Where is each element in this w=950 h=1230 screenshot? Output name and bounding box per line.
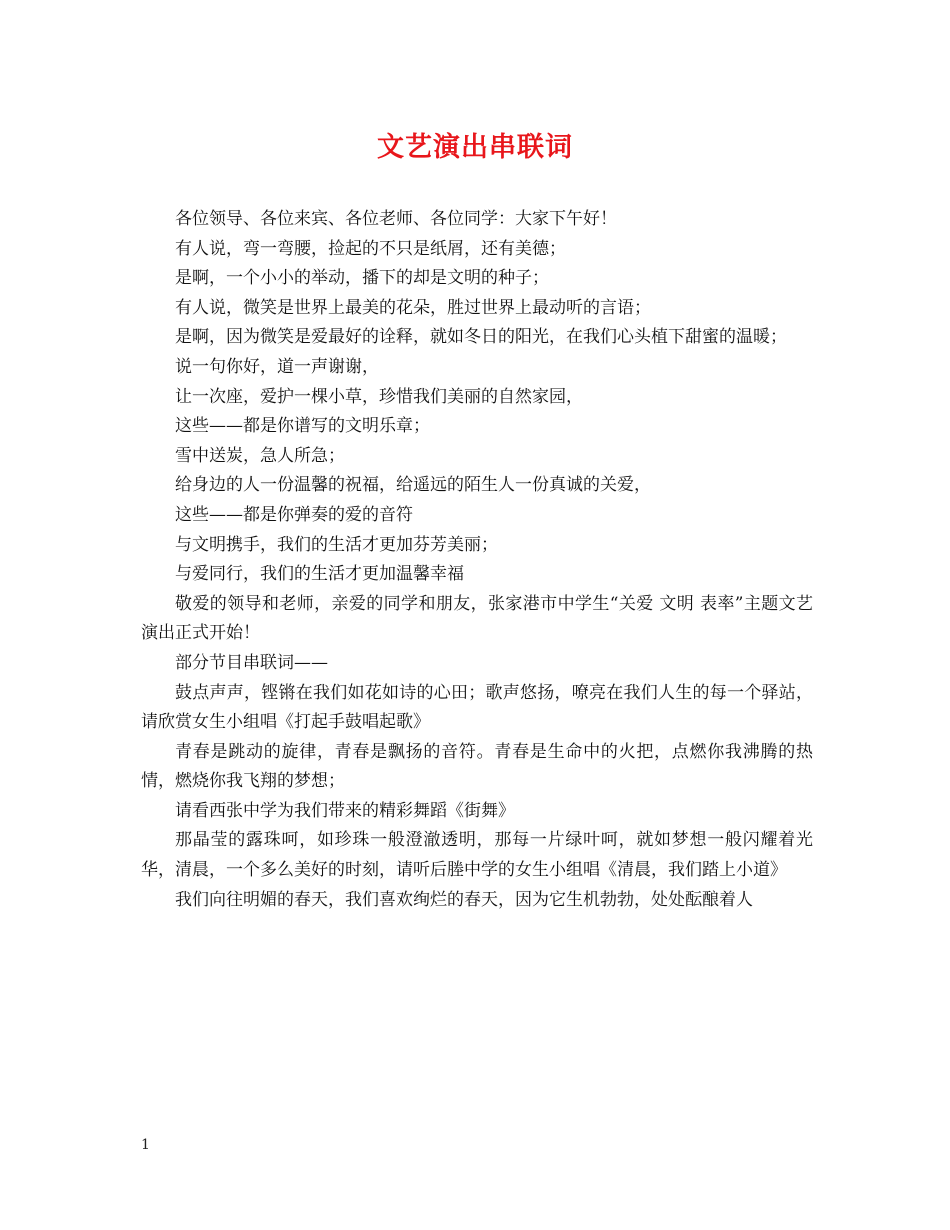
paragraph: 说一句你好，道一声谢谢，	[175, 356, 379, 377]
paragraph: 雪中送炭，急人所急；	[175, 445, 345, 466]
paragraph: 请看西张中学为我们带来的精彩舞蹈《街舞》	[175, 800, 515, 821]
document-body	[141, 205, 813, 915]
paragraph: 让一次座，爱护一棵小草，珍惜我们美丽的自然家园，	[175, 386, 583, 407]
paragraph: 这些——都是你弹奏的爱的音符	[175, 504, 413, 525]
paragraph: 那晶莹的露珠呵，如珍珠一般澄澈透明，那每一片绿叶呵，就如梦想一般闪耀着光华，清晨，一个多么美好的时刻，请听后塍中学的女生小组唱《清晨，我们踏上小道》	[141, 830, 813, 881]
paragraph: 与爱同行，我们的生活才更加温馨幸福	[175, 564, 464, 585]
paragraph: 青春是跳动的旋律，青春是飘扬的音符。青春是生命中的火把，点燃你我沸腾的热情，燃烧你我飞翔的梦想；	[141, 741, 813, 792]
paragraph: 与文明携手，我们的生活才更加芬芳美丽；	[175, 534, 498, 555]
page-number: 1	[141, 1137, 150, 1153]
paragraph: 部分节目串联词——	[175, 652, 328, 673]
paragraph: 这些——都是你谱写的文明乐章；	[175, 416, 430, 437]
paragraph: 是啊，因为微笑是爱最好的诠释，就如冬日的阳光，在我们心头植下甜蜜的温暖；	[175, 327, 787, 348]
paragraph: 鼓点声声，铿锵在我们如花如诗的心田；歌声悠扬，嘹亮在我们人生的每一个驿站，请欣赏女生小组唱《打起手鼓唱起歌》	[141, 682, 813, 733]
document-title: 文艺演出串联词	[377, 132, 573, 163]
paragraph: 我们向往明媚的春天，我们喜欢绚烂的春天，因为它生机勃勃，处处酝酿着人	[175, 889, 753, 910]
paragraph: 各位领导、各位来宾、各位老师、各位同学：大家下午好！	[175, 209, 617, 229]
paragraph: 是啊，一个小小的举动，播下的却是文明的种子；	[175, 268, 549, 289]
paragraph: 有人说，微笑是世界上最美的花朵，胜过世界上最动听的言语；	[175, 297, 651, 318]
paragraph: 敬爱的领导和老师，亲爱的同学和朋友，张家港市中学生“关爱 文明 表率”主题文艺演出正式开始！	[141, 593, 813, 644]
paragraph: 给身边的人一份温馨的祝福，给遥远的陌生人一份真诚的关爱，	[175, 475, 651, 496]
paragraph: 有人说，弯一弯腰，捡起的不只是纸屑，还有美德；	[175, 238, 566, 259]
